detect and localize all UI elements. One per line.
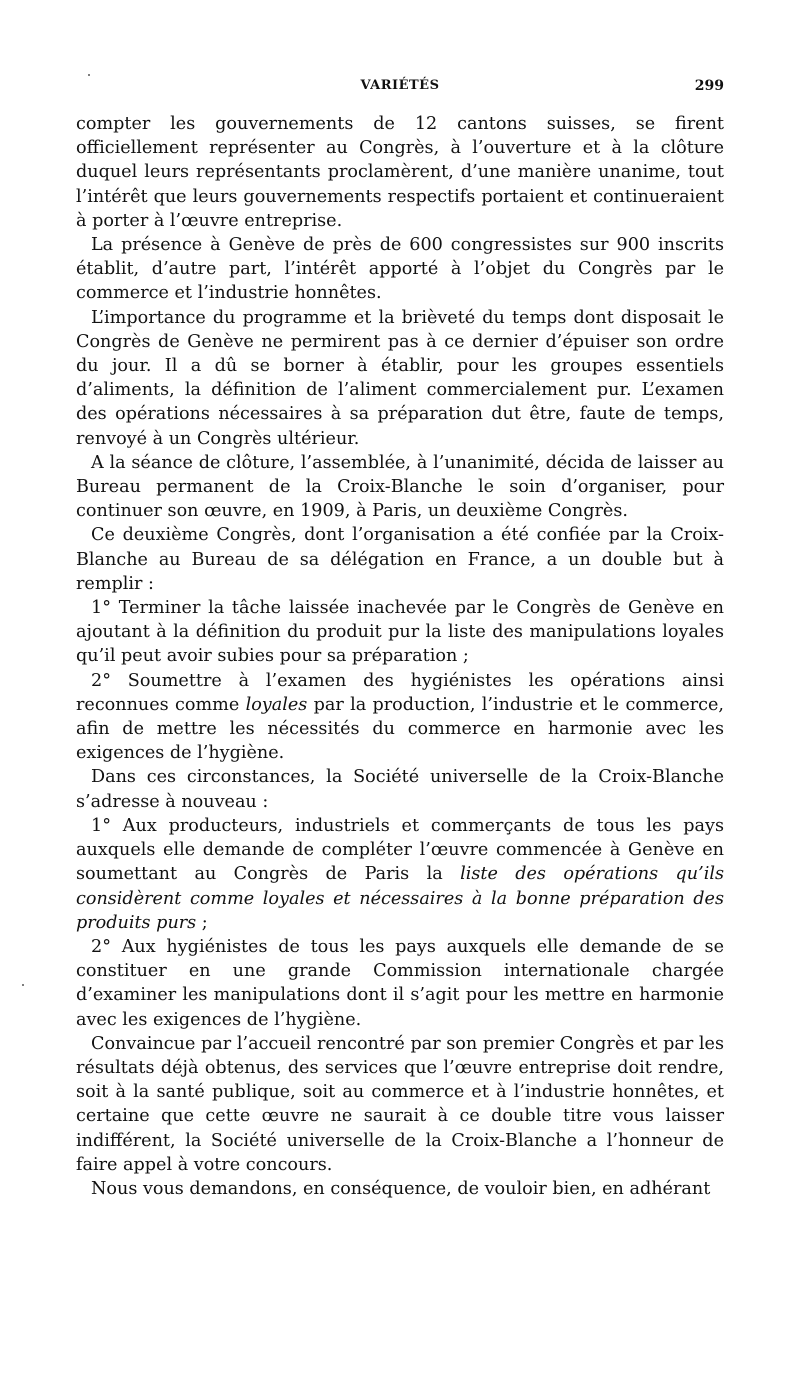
text-run: 1° Terminer la tâche laissée inachevée par le Congrès de Genève en ajoutant à la définition du produit pur la liste des manipulations loyales qu’il peut avoir subies pour sa préparation ; <box>76 598 724 667</box>
text-run: 1° Aux producteurs, industriels et commerçants de tous les pays auxquels elle demande de compléter l’œuvre commencée à Genève en soumettant au Congrès de Paris la <box>76 815 724 885</box>
paragraph <box>76 233 724 306</box>
text-run: par la production, l’industrie et le commerce, afin de mettre les nécessités du commerce en harmonie avec les exigences de l’hygiène. <box>76 694 724 764</box>
italic-text: loyales <box>245 694 308 715</box>
text-run: ; <box>196 912 208 933</box>
italic-text: liste des opérations qu’ils considèrent comme loyales et nécessaires à la bonne préparation des produits purs <box>76 864 724 933</box>
text-run: L’importance du programme et la brièveté du temps dont disposait le Congrès de Genève ne permirent pas à ce dernier d’épuiser son ordre du jour. Il a dû se borner à établir, pour les groupes essentiels d’aliments, la définition de l’aliment commercialement pur. L’examen des opérations nécessaires à sa préparation dut être, faute de temps, renvoyé à un Congrès ultérieur. <box>76 307 724 449</box>
page-number: 299 <box>694 78 724 94</box>
paragraph <box>76 814 724 935</box>
text-run: A la séance de clôture, l’assemblée, à l’unanimité, décida de laisser au Bureau permanent de la Croix-Blanche le soin d’organiser, pour continuer son œuvre, en 1909, à Paris, un deuxième Congrès. <box>76 452 724 522</box>
text-run: Ce deuxième Congrès, dont l’organisation a été confiée par la Croix-Blanche au Bureau de sa délégation en France, a un double but à remplir : <box>76 525 724 594</box>
text-run: Dans ces circonstances, la Société universelle de la Croix-Blanche s’adresse à nouveau : <box>76 767 724 812</box>
paragraph <box>76 1032 724 1177</box>
print-speck <box>88 74 90 76</box>
print-speck <box>22 984 24 986</box>
paragraph <box>76 306 724 451</box>
page-header <box>76 78 724 100</box>
text-run: 2° Aux hygiénistes de tous les pays auxquels elle demande de se constituer en une grande Commission internationale chargée d’examiner les manipulations dont il s’agit pour les mettre en harmonie avec les exigences de l’hygiène. <box>76 936 724 1030</box>
paragraph <box>76 1177 724 1201</box>
paragraph <box>76 935 724 1032</box>
running-title: VARIÉTÉS <box>360 78 440 93</box>
paragraph <box>76 669 724 766</box>
text-run: 2° Soumettre à l’examen des hygiénistes les opérations ainsi reconnues comme <box>76 670 724 715</box>
paragraph <box>76 451 724 524</box>
paragraph <box>76 765 724 813</box>
text-run: La présence à Genève de près de 600 congressistes sur 900 inscrits établit, d’autre part, l’intérêt apporté à l’objet du Congrès par le commerce et l’industrie honnêtes. <box>76 235 724 304</box>
text-run: compter les gouvernements de 12 cantons suisses, se firent officiellement représenter au Congrès, à l’ouverture et à la clôture duquel leurs représentants proclamèrent, d’une manière unanime, tout l’intérêt que leurs gouvernements respectifs portaient et continueraient à porter à l’œuvre entreprise. <box>76 114 724 231</box>
text-run: Convaincue par l’accueil rencontré par son premier Congrès et par les résultats déjà obtenus, des services que l’œuvre entreprise doit rendre, soit à la santé publique, soit au commerce et à l’industrie honnêtes, et certaine que cette œuvre ne saurait à ce double titre vous laisser indifférent, la Société universelle de la Croix-Blanche a l’honneur de faire appel à votre concours. <box>76 1033 724 1175</box>
paragraph <box>76 596 724 669</box>
paragraph <box>76 112 724 233</box>
text-run: Nous vous demandons, en conséquence, de vouloir bien, en adhérant <box>91 1178 711 1199</box>
paragraph <box>76 523 724 596</box>
body-text <box>76 112 724 1201</box>
